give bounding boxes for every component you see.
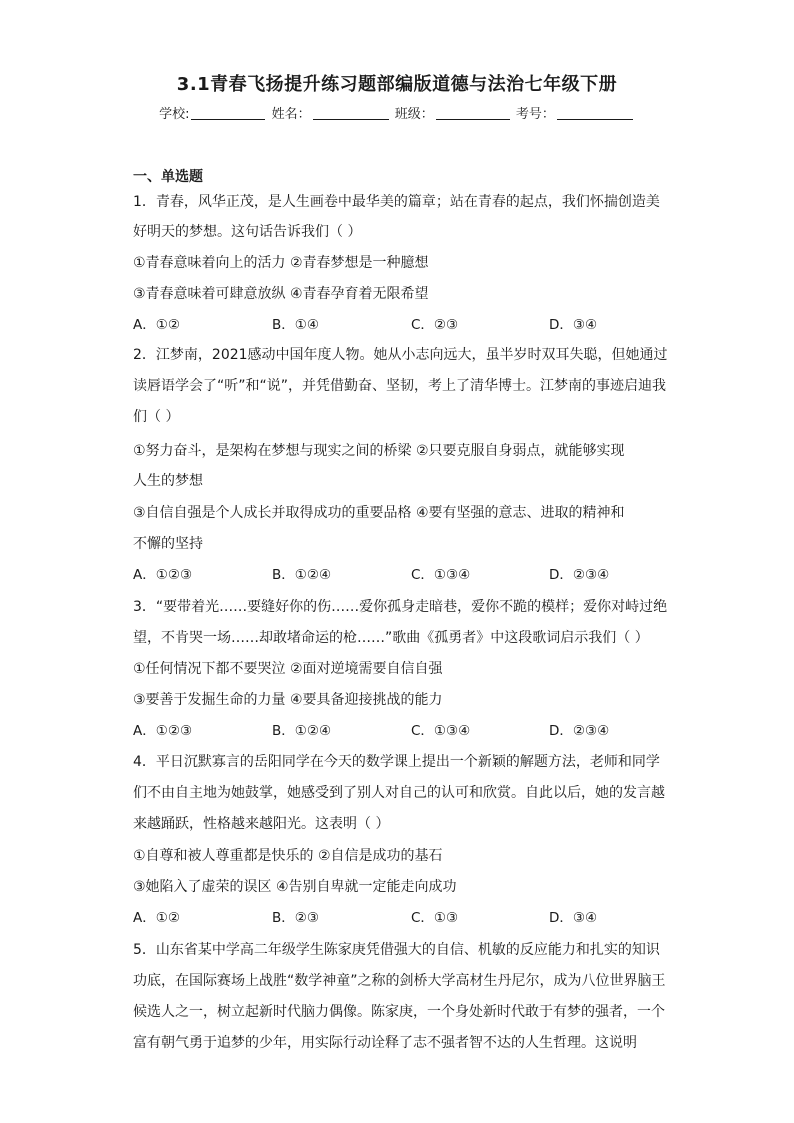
option-c[interactable]: C．②③ bbox=[411, 317, 459, 333]
option-d[interactable]: D．③④ bbox=[549, 910, 598, 926]
question-line: 来越踊跃，性格越来越阳光。这表明（ ） bbox=[133, 816, 390, 832]
question-line: 候选人之一，树立起新时代脑力偶像。陈家庚，一个身处新时代敢于有梦的强者，一个 bbox=[133, 1004, 665, 1020]
option-d[interactable]: D．②③④ bbox=[549, 723, 610, 739]
question-statement: ①努力奋斗，是架构在梦想与现实之间的桥梁 ②只要克服自身弱点，就能够实现 bbox=[133, 443, 625, 459]
page-title: 3.1青春飞扬提升练习题部编版道德与法治七年级下册 bbox=[176, 74, 618, 95]
question-statement: ③自信自强是个人成长并取得成功的重要品格 ④要有坚强的意志、进取的精神和 bbox=[133, 505, 625, 521]
option-b[interactable]: B．①④ bbox=[272, 317, 319, 333]
option-a[interactable]: A．①② bbox=[133, 910, 180, 926]
name-blank[interactable] bbox=[313, 107, 389, 120]
option-c[interactable]: C．①③ bbox=[411, 910, 459, 926]
student-info-line bbox=[0, 103, 794, 122]
option-b[interactable]: B．①②④ bbox=[272, 567, 332, 583]
question-line: 望，不肯哭一场……却敢堵命运的枪……”歌曲《孤勇者》中这段歌词启示我们（ ） bbox=[133, 630, 649, 646]
school-label: 学校: bbox=[159, 107, 190, 122]
question-statement: ①自尊和被人尊重都是快乐的 ②自信是成功的基石 bbox=[133, 848, 443, 864]
question-line: 5．山东省某中学高二年级学生陈家庚凭借强大的自信、机敏的反应能力和扎实的知识 bbox=[133, 942, 660, 958]
exam-no-label: 考号： bbox=[515, 107, 555, 122]
class-blank[interactable] bbox=[436, 107, 510, 120]
class-label: 班级： bbox=[394, 107, 434, 122]
question-line: 读唇语学会了“听”和“说”，并凭借勤奋、坚韧，考上了清华博士。江梦南的事迹启迪我 bbox=[133, 378, 667, 394]
question-line: 4．平日沉默寡言的岳阳同学在今天的数学课上提出一个新颖的解题方法，老师和同学 bbox=[133, 754, 660, 770]
option-d[interactable]: D．③④ bbox=[549, 317, 598, 333]
option-b[interactable]: B．②③ bbox=[272, 910, 319, 926]
option-c[interactable]: C．①③④ bbox=[411, 723, 471, 739]
question-statement: ③她陷入了虚荣的误区 ④告别自卑就一定能走向成功 bbox=[133, 879, 457, 895]
question-line: 功底，在国际赛场上战胜“数学神童”之称的剑桥大学高材生丹尼尔，成为八位世界脑王 bbox=[133, 973, 666, 989]
question-line: 2．江梦南，2021感动中国年度人物。她从小志向远大，虽半岁时双耳失聪，但她通过 bbox=[133, 347, 668, 363]
question-line: 们不由自主地为她鼓掌，她感受到了别人对自己的认可和欣赏。自此以后，她的发言越 bbox=[133, 785, 665, 801]
question-statement: ③要善于发掘生命的力量 ④要具备迎接挑战的能力 bbox=[133, 692, 443, 708]
question-line: 1．青春，风华正茂，是人生画卷中最华美的篇章；站在青春的起点，我们怀揣创造美 bbox=[133, 194, 660, 210]
school-blank[interactable] bbox=[191, 107, 265, 120]
exam-no-blank[interactable] bbox=[557, 107, 633, 120]
option-a[interactable]: A．①②③ bbox=[133, 567, 193, 583]
option-a[interactable]: A．①② bbox=[133, 317, 180, 333]
section-title: 一、单选题 bbox=[133, 169, 203, 185]
question-line: 好明天的梦想。这句话告诉我们（ ） bbox=[133, 224, 362, 240]
question-statement: ①青春意味着向上的活力 ②青春梦想是一种臆想 bbox=[133, 255, 429, 271]
question-line: 富有朝气勇于追梦的少年，用实际行动诠释了志不强者智不达的人生哲理。这说明 bbox=[133, 1035, 637, 1051]
question-line: 3．“要带着光……要缝好你的伤……爱你孤身走暗巷，爱你不跪的模样；爱你对峙过绝 bbox=[133, 599, 668, 615]
option-a[interactable]: A．①②③ bbox=[133, 723, 193, 739]
question-statement: 不懈的坚持 bbox=[133, 536, 203, 552]
option-d[interactable]: D．②③④ bbox=[549, 567, 610, 583]
question-statement: 人生的梦想 bbox=[133, 473, 203, 489]
question-line: 们（ ） bbox=[133, 409, 180, 425]
name-label: 姓名： bbox=[271, 107, 311, 122]
option-b[interactable]: B．①②④ bbox=[272, 723, 332, 739]
question-statement: ①任何情况下都不要哭泣 ②面对逆境需要自信自强 bbox=[133, 661, 443, 677]
option-c[interactable]: C．①③④ bbox=[411, 567, 471, 583]
question-statement: ③青春意味着可肆意放纵 ④青春孕育着无限希望 bbox=[133, 286, 429, 302]
